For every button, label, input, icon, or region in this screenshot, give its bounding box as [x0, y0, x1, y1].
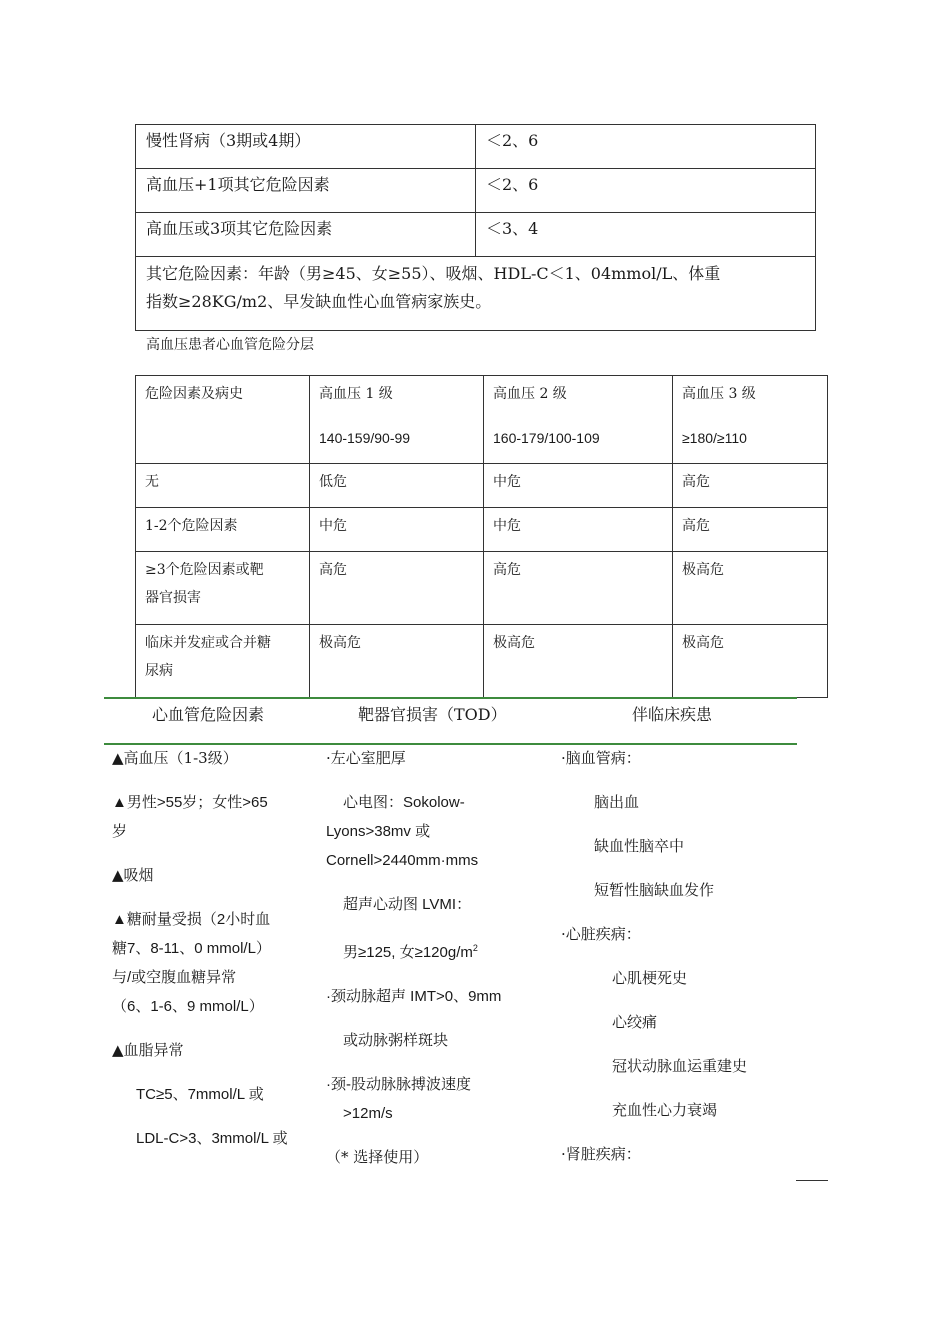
- risk-factors-column: [112, 744, 312, 1153]
- risk-cell: 高危: [484, 552, 673, 625]
- condition-cell: 慢性肾病（3期或4期）: [136, 125, 476, 169]
- list-item: ▲糖耐量受损（2小时血: [112, 911, 271, 928]
- risk-cell: 中危: [484, 508, 673, 552]
- grade-range: 140-159/90-99: [319, 430, 411, 446]
- list-item: ▲男性>55岁；女性>65: [112, 794, 268, 811]
- list-item: ▲高血压（1-3级）: [112, 749, 238, 767]
- grade-range: 160-179/100-109: [493, 430, 600, 446]
- condition-cell: 高血压+1项其它危险因素: [136, 169, 476, 213]
- header-grade-3: [673, 376, 828, 464]
- header-target-organ-damage: 靶器官损害（TOD）: [358, 705, 507, 724]
- factor-cell: [136, 552, 310, 625]
- factor-line: 器官损害: [145, 590, 201, 606]
- risk-cell: 极高危: [484, 625, 673, 698]
- list-item: ·脑血管病：: [561, 749, 641, 767]
- table-row: [136, 508, 828, 552]
- list-item: ▲吸烟: [112, 866, 154, 884]
- factor-cell: [136, 625, 310, 698]
- header-cv-risk-factors: 心血管危险因素: [152, 705, 265, 724]
- list-item: ▲血脂异常: [112, 1041, 184, 1059]
- condition-cell: 高血压或3项其它危险因素: [136, 213, 476, 257]
- list-item: 缺血性脑卒中: [594, 837, 685, 855]
- factor-line: 尿病: [145, 663, 173, 679]
- risk-cell: 中危: [310, 508, 484, 552]
- list-item: 心肌梗死史: [612, 969, 688, 987]
- list-item: ·颈动脉超声 IMT>0、9mm: [326, 988, 502, 1005]
- risk-stratification-table: [135, 375, 828, 698]
- list-item: [326, 934, 541, 967]
- kidney-ldl-target-table: [135, 124, 816, 331]
- factor-line: ≥3个危险因素或靶: [145, 562, 264, 578]
- list-item: 心电图：Sokolow-: [343, 794, 465, 811]
- table-header-row: [136, 376, 828, 464]
- list-item: 超声心动图 LVMI：: [343, 896, 472, 913]
- note-line: 指数≥28KG/m2、早发缺血性心血管病家族史。: [146, 292, 492, 311]
- factor-cell: 无: [136, 464, 310, 508]
- table-row: [136, 464, 828, 508]
- list-item: 岁: [112, 822, 128, 840]
- target-cell: ＜2、6: [476, 125, 816, 169]
- list-item: 冠状动脉血运重建史: [612, 1057, 748, 1075]
- table-row: [136, 552, 828, 625]
- section-top-rule: [104, 697, 797, 699]
- risk-cell: 极高危: [310, 625, 484, 698]
- risk-cell: 低危: [310, 464, 484, 508]
- target-cell: ＜2、6: [476, 169, 816, 213]
- list-item: 或动脉粥样斑块: [343, 1031, 449, 1049]
- list-item: Lyons>38mv 或: [326, 823, 431, 840]
- grade-label: 高血压 3 级: [682, 386, 756, 402]
- list-item: 短暂性脑缺血发作: [594, 881, 715, 899]
- list-item: Cornell>2440mm·mms: [326, 852, 479, 869]
- risk-cell: 极高危: [673, 552, 828, 625]
- grade-range: ≥180/≥110: [682, 430, 747, 446]
- superscript: 2: [472, 943, 478, 953]
- factor-line: 临床并发症或合并糖: [145, 635, 271, 651]
- list-item: ·肾脏疾病：: [561, 1145, 641, 1163]
- list-item: 糖7、8-11、0 mmol/L）: [112, 940, 271, 957]
- clinical-conditions-column: [561, 744, 801, 1169]
- list-item: （6、1-6、9 mmol/L）: [112, 998, 264, 1015]
- lvmi-text: 男≥125, 女≥120g/m: [343, 944, 473, 961]
- list-item: ·左心室肥厚: [326, 749, 406, 767]
- risk-cell: 高危: [310, 552, 484, 625]
- factor-cell: 1-2个危险因素: [136, 508, 310, 552]
- list-item: 脑出血: [594, 793, 640, 811]
- list-item: >12m/s: [343, 1105, 393, 1122]
- list-item: ·颈-股动脉脉搏波速度: [326, 1076, 471, 1093]
- risk-cell: 高危: [673, 508, 828, 552]
- other-risk-factors-note: [136, 257, 816, 331]
- list-item: ·心脏疾病：: [561, 925, 641, 943]
- header-grade-2: [484, 376, 673, 464]
- list-item: 充血性心力衰竭: [612, 1101, 718, 1119]
- list-item: LDL-C>3、3mmol/L 或: [136, 1130, 288, 1147]
- list-item: TC≥5、7mmol/L 或: [136, 1086, 264, 1103]
- risk-cell: 极高危: [673, 625, 828, 698]
- table-row: [136, 125, 816, 169]
- header-grade-1: [310, 376, 484, 464]
- footer-rule: [796, 1180, 828, 1181]
- target-cell: ＜3、4: [476, 213, 816, 257]
- grade-label: 高血压 1 级: [319, 386, 393, 402]
- list-item: （* 选择使用）: [326, 1148, 429, 1166]
- list-item: 心绞痛: [612, 1013, 658, 1031]
- risk-cell: 中危: [484, 464, 673, 508]
- target-organ-damage-column: [326, 744, 541, 1172]
- risk-cell: 高危: [673, 464, 828, 508]
- list-item: 与/或空腹血糖异常: [112, 969, 237, 986]
- header-clinical-conditions: 伴临床疾患: [632, 705, 713, 724]
- note-line: 其它危险因素：年龄（男≥45、女≥55）、吸烟、HDL-C＜1、04mmol/L、体重: [146, 264, 721, 283]
- table-caption: 高血压患者心血管危险分层: [146, 337, 314, 353]
- table-row: [136, 169, 816, 213]
- grade-label: 高血压 2 级: [493, 386, 567, 402]
- header-factor: 危险因素及病史: [136, 376, 310, 464]
- table-note-row: [136, 257, 816, 331]
- table-row: [136, 213, 816, 257]
- table-row: [136, 625, 828, 698]
